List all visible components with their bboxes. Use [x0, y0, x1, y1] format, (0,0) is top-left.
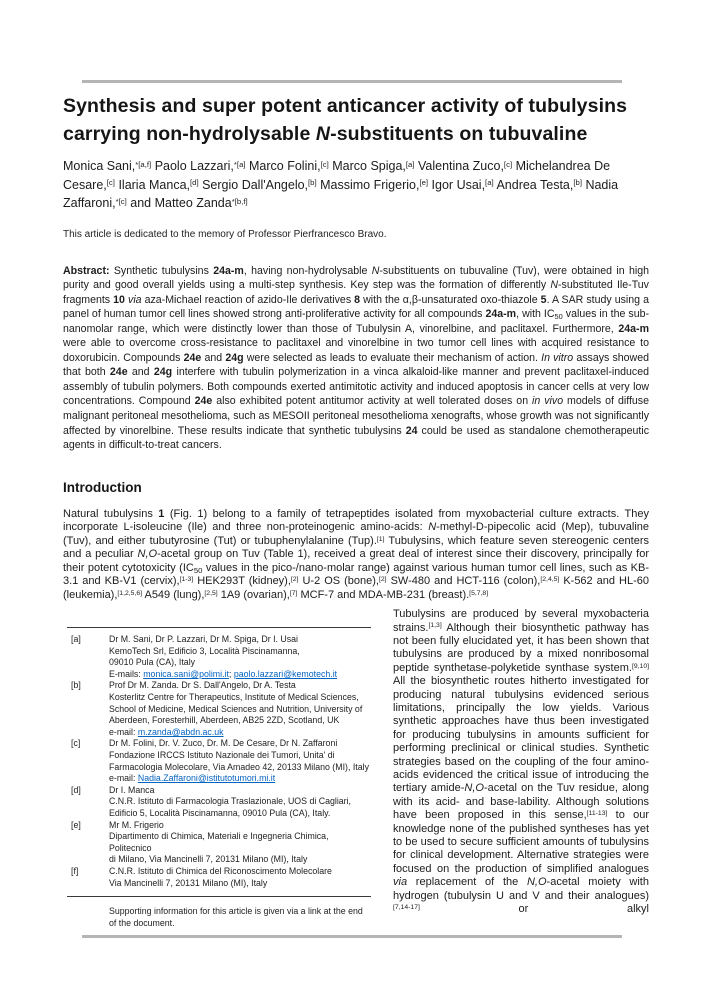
affiliation-text: C.N.R. Istituto di Chimica del Riconoscimento Molecolare Via Mancinelli 7, 20131 Milano (MI), Italy [109, 865, 332, 888]
section-heading-introduction: Introduction [63, 479, 142, 495]
affiliation-marker: [b] [71, 680, 81, 691]
affiliation-text: Prof Dr M. Zanda. Dr S. Dall'Angelo, Dr A. Testa Kosterlitz Centre for Therapeutics, Institute of Medical Sciences, School of Medicine, Medical Sciences and Nutrition, University of Aberdeen, Foresterhill, Aberdeen, AB25 2ZD, Scotland, UK e-mail: m.zanda@abdn.ac.uk [109, 680, 363, 737]
affiliation-marker: [a] [71, 634, 81, 645]
affiliation-marker: [f] [71, 865, 79, 876]
right-column [393, 604, 649, 929]
email-link-nadia-zaffaroni[interactable]: Nadia.Zaffaroni@istitutotumori.mi.it [137, 773, 276, 784]
affiliation-text: Mr M. Frigerio Dipartimento di Chimica, Materiali e Ingegneria Chimica, Politecnico di Milano, Via Mancinelli 7, 20131 Milano (MI), Italy [109, 819, 329, 865]
affiliation-text: Dr M. Folini, Dr. V. Zuco, Dr. M. De Cesare, Dr N. Zaffaroni Fondazione IRCCS Istituto Nazionale dei Tumori, Unita' di Farmacologia Molecolare, Via Amadeo 42, 20133 Milano (MI), Italy e-mail: Nadia.Zaffaroni@istitutotumori.mi.it [109, 738, 369, 784]
affiliations-block [67, 627, 371, 897]
affiliation-item [67, 820, 371, 866]
affiliation-marker: [e] [71, 819, 81, 830]
author-list: Monica Sani,$^{*[a,f]}$ Paolo Lazzari,$^{*[a]}$ Marco Folini,[c] Marco Spiga,[a] Valentina Zuco,[c] Michelandrea De Cesare,[c] Ilaria Manca,[d] Sergio Dall'Angelo,[b] Massimo Frigerio,[e] Igor Usai,[a] Andrea Testa,[b] Nadia Zaffaroni,$^{*[c]}$ and Matteo Zanda$^{*[b,f]}$ [63, 159, 619, 210]
affiliation-marker: [c] [71, 738, 81, 749]
supporting-info-note: Supporting information for this article is given via a link at the end of the document. [109, 906, 363, 928]
email-link-m-zanda[interactable]: m.zanda@abdn.ac.uk [137, 726, 224, 737]
email-link-monica-sani[interactable]: monica.sani@polimi.it [143, 668, 229, 679]
abstract-paragraph: Abstract: Synthetic tubulysins 24a-m, having non-hydrolysable N-substituents on tubuvaline (Tuv), were obtained in high purity and good overall yields using a multi-step synthesis. Key step was the formation of differently N-substituted Ile-Tuv fragments 10 via aza-Michael reaction of azido-Ile derivatives 8 with the α,β-unsaturated oxo-thiazole 5. A SAR study using a panel of human tumor cell lines showed strong anti-proliferative activity for all compounds 24a-m, with $IC_{50}$ values in the sub-nanomolar range, which were distinctly lower than those of Tubulysin A, vinorelbine, and paclitaxel. Furthermore, 24a-m were able to overcome cross-resistance to paclitaxel and vinorelbine in two tumor cell lines with acquired resistance to doxorubicin. Compounds 24e and 24g were selected as leads to evaluate their mechanism of action. In vitro assays showed that both 24e and 24g interfere with tubulin polymerization in a vinca alkaloid-like manner and prevent paclitaxel-induced assembly of tubulin polymers. Both compounds exerted antimitotic activity and induced apoptosis in cancer cells at very low concentrations. Compound 24e also exhibited potent antitumor activity at well tolerated doses on in vivo models of diffuse malignant peritoneal mesothelioma, such as MESOII peritoneal mesothelioma xenografts, whose growth was not significantly affected by vinorelbine. These results indicate that synthetic tubulysins 24 could be used as standalone chemotherapeutic agents in difficult-to-treat cancers. [63, 264, 650, 452]
affiliation-marker: [d] [71, 784, 81, 795]
affiliation-item [67, 680, 371, 738]
affiliation-text: Dr M. Sani, Dr P. Lazzari, Dr M. Spiga, Dr I. Usai KemoTech Srl, Edificio 3, Località Piscinamanna, 09010 Pula (CA), Italy E-mails: monica.sani@polimi.it; paolo.lazzari@kemotech.it [109, 634, 338, 679]
intro-paragraph: Natural tubulysins 1 (Fig. 1) belong to a family of tetrapeptides isolated from myxobacterial culture extracts. They incorporate L-isoleucine (Ile) and three non-proteinogenic amino-acids: N-methyl-D-pipecolic acid (Mep), tubuvaline (Tuv), and either tubutyrosine (Tut) or tubuphenylalanine (Tup).[1] Tubulysins, which feature seven stereogenic centers and a peculiar N,O-acetal group on Tuv (Table 1), received a great deal of interest since their discovery, principally for their potent cytotoxicity ($IC_{50}$ values in the pico-/nano-molar range) against various human tumor cell lines, such as KB-3.1 and KB-V1 (cervix),[1-3] HEK293T (kidney),[2] U-2 OS (bone),[2] SW-480 and HCT-116 (colon),[2,4,5] K-562 and HL-60 (leukemia),[1,2,5,6] A549 (lung),[2,5] 1A9 (ovarian),[7] MCF-7 and MDA-MB-231 (breast).[5,7,8] [63, 507, 650, 601]
footer-rule [82, 935, 622, 938]
affiliations-list [67, 634, 371, 889]
page-content [63, 92, 649, 929]
paper-title: Synthesis and super potent anticancer activity of tubulysins carrying non-hydrolysable N-substituents on tubuvaline [63, 95, 628, 145]
affiliation-item [67, 866, 371, 889]
affiliation-item [67, 785, 371, 820]
affiliation-item [67, 738, 371, 784]
affiliation-text: Dr I. Manca C.N.R. Istituto di Farmacologia Traslazionale, UOS di Cagliari, Edificio 5, Località Piscinamanna, 09010 Pula (CA), Italy. [109, 784, 352, 819]
email-link-paolo-lazzari[interactable]: paolo.lazzari@kemotech.it [233, 668, 338, 679]
left-column [63, 604, 375, 929]
header-rule [82, 80, 622, 83]
dedication-line: This article is dedicated to the memory of Professor Pierfrancesco Bravo. [63, 228, 387, 240]
body-paragraph: Tubulysins are produced by several myxobacteria strains.[1,3] Although their biosynthetic pathway has not been fully elucidated yet, it has been shown that tubulysins are produced by a mixed nonribosomal peptide synthetase-polyketide synthase system.[9,10] All the biosynthetic routes hitherto investigated for producing natural tubulysins evidenced serious limitations, principally the low yields. Various synthetic approaches have thus been investigated for producing tubulysins in amounts sufficient for performing preclinical or clinical studies. Synthetic strategies based on the coupling of the four amino-acids evidenced the critical issue of introducing the tertiary amide-N,O-acetal on the Tuv residue, along with its acid- and base-lability. Although solutions have been proposed in this sense,[11-13] to our knowledge none of the published syntheses has yet to be used to secure sufficient amounts of tubulysins for clinical development. Alternative strategies were focused on the production of simplified analogues via replacement of the N,O-acetal moiety with hydrogen (tubulysin U and V and their analogues)[7,14-17] or alkyl [393, 608, 650, 916]
affiliation-item [67, 634, 371, 680]
two-column-area [63, 604, 649, 929]
